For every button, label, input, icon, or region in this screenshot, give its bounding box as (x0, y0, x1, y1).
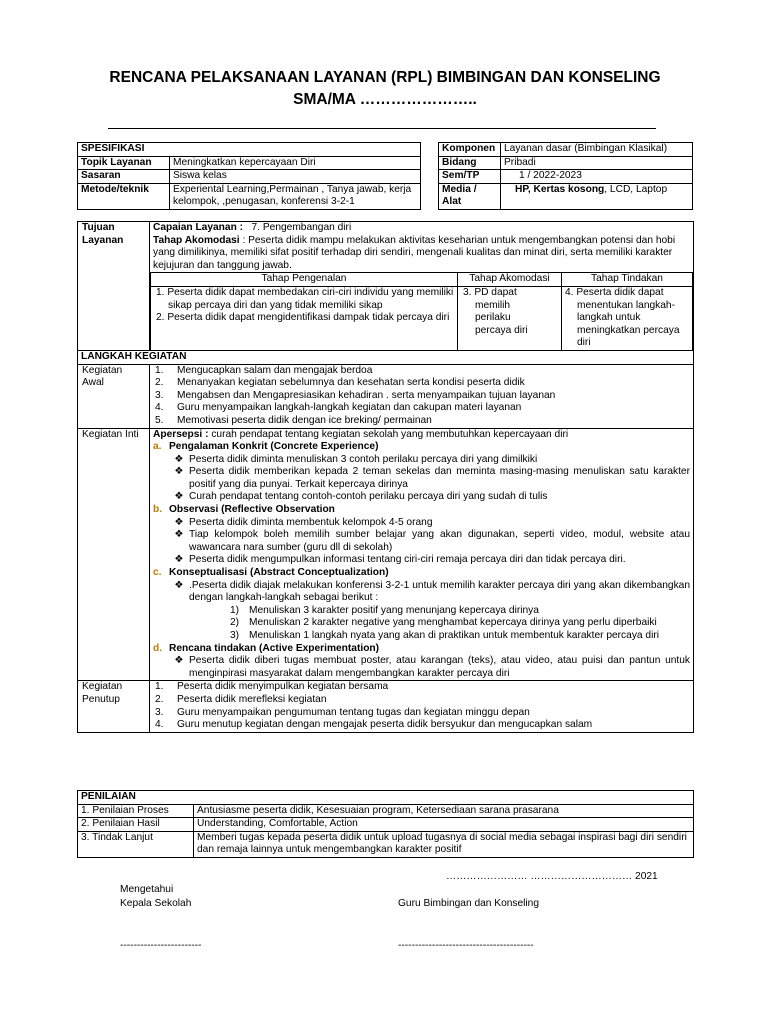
list-item: 3. Guru menyampaikan pengumuman tentang tugas dan kegiatan minggu depan (155, 706, 530, 718)
bullet-item: ❖ Peserta didik diminta membentuk kelompok 4-5 orang (153, 517, 690, 530)
penilaian-hasil-label: 2. Penilaian Hasil (78, 818, 194, 832)
semtp-value: 1 / 2022-2023 (501, 170, 693, 184)
diamond-bullet-icon: ❖ (174, 579, 184, 591)
topik-value: Meningkatkan kepercayaan Diri (170, 156, 421, 170)
penutup-label: Kegiatan Penutup (78, 681, 150, 732)
penilaian-proses-value: Antusiasme peserta didik, Kesesuaian program, Ketersediaan sarana prasarana (194, 804, 694, 818)
sasaran-value: Siswa kelas (170, 170, 421, 184)
capaian-label: Capaian Layanan : (153, 222, 244, 233)
guru-bk-text: Guru Bimbingan dan Konseling (398, 898, 540, 909)
tahap-akomodasi-cell (458, 286, 562, 349)
bidang-label: Bidang (439, 156, 501, 170)
bullet-item: ❖ Peserta didik diberi tugas membuat poster, atau karangan (teks), atau video, atau puisi dan pantun untuk menginpirasi masyarakat dalam mengembangkan karakter percaya diri (153, 655, 690, 680)
diamond-bullet-icon: ❖ (174, 529, 184, 541)
media-value (501, 183, 693, 209)
sub-item: 2) Menuliskan 2 karakter negative yang menghambat kepercaya dirinya yang perlu diperbaiki (229, 617, 657, 629)
apersepsi-label: Apersepsi : (153, 428, 209, 440)
media-label: Media / Alat (439, 183, 501, 209)
bullet-item: ❖ Peserta didik diminta menuliskan 3 contoh perilaku percaya diri yang dimilkiki (153, 454, 690, 467)
list-item: 1. Mengucapkan salam dan mengajak berdoa (155, 364, 373, 376)
inti-cell (150, 428, 694, 681)
metode-value: Experiental Learning,Permainan , Tanya jawab, kerja kelompok, ,penugasan, konferensi 3-2-1 (170, 183, 421, 209)
section-a: a. Pengalaman Konkrit (Concrete Experience) (153, 441, 379, 453)
document-title: RENCANA PELAKSANAAN LAYANAN (RPL) BIMBINGAN DAN KONSELING (109, 69, 661, 86)
kepala-sekolah-text: Kepala Sekolah (120, 898, 192, 909)
diamond-bullet-icon: ❖ (174, 453, 184, 465)
akomodasi-label: Tahap Akomodasi (153, 234, 240, 246)
tindakan-item: 4. Peserta didik dapat menentukan langkah-langkah untuk meningkatkan percaya diri (565, 286, 680, 349)
list-item: 5. Memotivasi peserta didik dengan ice breking/ permainan (155, 414, 432, 426)
tahap-tindakan-header: Tahap Tindakan (562, 273, 693, 287)
list-item: 3. Mengabsen dan Mengapresiasikan kehadiran . serta menyampaikan tujuan layanan (155, 389, 556, 401)
akomodasi-item: 3. PD dapat memilih perilaku percaya diri (463, 286, 528, 336)
penilaian-table (77, 790, 694, 858)
sasaran-label: Sasaran (78, 170, 170, 184)
akomodasi-text: : Peserta didik mampu melakukan aktivitas keseharian untuk mengembangkan potensi dan hobi yang dimilikinya, memiliki sifat positif terhadap diri sendiri, mengenali kualitas dan minat diri, serta memiliki karakter kejujuran dan tanggung jawab. (153, 234, 676, 271)
bullet-item: ❖ .Peserta didik diajak melakukan konferensi 3-2-1 untuk memilih karakter percaya diri yang akan dikembangkan dengan langkah-langkah sebagai berikut : (153, 580, 690, 605)
bullet-item: ❖ Curah pendapat tentang contoh-contoh perilaku percaya diri yang sudah di tulis (153, 491, 690, 504)
bullet-item: ❖ Peserta didik mengumpulkan informasi tentang ciri-ciri remaja percaya diri dan tidak percaya diri. (153, 554, 690, 567)
penilaian-proses-label: 1. Penilaian Proses (78, 804, 194, 818)
diamond-bullet-icon: ❖ (174, 466, 184, 478)
penutup-list (153, 681, 690, 731)
bullet-item: ❖ Tiap kelompok boleh memilih sumber belajar yang akan digunakan, seperti video, modul, website atau wawancara nara sumber (guru dll di sekolah) (153, 529, 690, 554)
sub-item: 1) Menuliskan 3 karakter positif yang menunjang kepercaya dirinya (229, 604, 539, 616)
sub-item: 3) Menuliskan 1 langkah nyata yang akan di praktikan untuk membentuk karakter percaya diri (229, 630, 659, 641)
penilaian-hasil-value: Understanding, Comfortable, Action (194, 818, 694, 832)
tahap-pengenalan-cell (151, 286, 458, 349)
diamond-bullet-icon: ❖ (174, 491, 184, 503)
signature-line-left: ------------------------ (120, 940, 202, 951)
komponen-label: Komponen (439, 143, 501, 157)
langkah-header: LANGKAH KEGIATAN (78, 350, 694, 364)
list-item: 2. Menanyakan kegiatan sebelumnya dan kesehatan serta kondisi peserta didik (155, 377, 525, 389)
awal-list (153, 365, 690, 428)
awal-label: Kegiatan Awal (78, 364, 150, 428)
komponen-value: Layanan dasar (Bimbingan Klasikal) (501, 143, 693, 157)
diamond-bullet-icon: ❖ (174, 516, 184, 528)
spesifikasi-table (77, 142, 421, 210)
pengenalan-item: 2. Peserta didik dapat mengidentifikasi dampak tidak percaya diri (156, 312, 450, 324)
metode-label: Metode/teknik (78, 183, 170, 209)
topik-label: Topik Layanan (78, 156, 170, 170)
section-d: d. Rencana tindakan (Active Experimentation) (153, 642, 380, 654)
tindak-lanjut-label: 3. Tindak Lanjut (78, 831, 194, 857)
bullet-item: ❖ Peserta didik memberikan kepada 2 teman sekelas dan meminta masing-masing menuliskan satu karakter positif yang dia punyai. Terkait kepercaya dirinya (153, 466, 690, 491)
list-item: 4. Guru menyampaikan langkah-langkah kegiatan dan cakupan materi layanan (155, 402, 522, 414)
semtp-label: Sem/TP (439, 170, 501, 184)
pengenalan-item: 1. Peserta didik dapat membedakan ciri-ciri individu yang memiliki sikap percaya diri dan yang tidak memiliki sikap (156, 286, 454, 311)
tujuan-label: Tujuan Layanan (78, 222, 150, 351)
date-line: …………………… ………………………… 2021 (446, 871, 658, 882)
tindak-lanjut-value: Memberi tugas kepada peserta didik untuk upload tugasnya di social media sebagai inspirasi bagi diri sendiri dan remaja lainnya untuk mengembangkan karakter positif (194, 831, 694, 857)
signature-line-right: ---------------------------------------- (398, 940, 534, 951)
awal-cell (150, 364, 694, 428)
media-value-rest: , LCD, Laptop (604, 183, 668, 195)
list-item: 4. Guru menutup kegiatan dengan mengajak peserta didik bersyukur dan mengucapkan salam (155, 719, 593, 731)
diamond-bullet-icon: ❖ (174, 655, 184, 667)
penutup-cell (150, 681, 694, 732)
apersepsi-text: curah pendapat tentang kegiatan sekolah yang membutuhkan kepercayaan diri (208, 428, 569, 440)
title-underline (108, 128, 656, 129)
mengetahui-text: Mengetahui (120, 884, 174, 895)
tahap-tindakan-cell (562, 286, 693, 349)
tahap-pengenalan-header: Tahap Pengenalan (151, 273, 458, 287)
capaian-value: 7. Pengembangan diri (251, 222, 352, 233)
main-plan-table (77, 221, 694, 733)
section-b: b. Observasi (Reflective Observation (153, 504, 335, 516)
bidang-value: Pribadi (501, 156, 693, 170)
komponen-table (438, 142, 693, 210)
list-item: 2. Peserta didik merefleksi kegiatan (155, 693, 327, 705)
penilaian-header: PENILAIAN (78, 791, 694, 805)
list-item: 1. Peserta didik menyimpulkan kegiatan bersama (155, 681, 389, 693)
inti-label: Kegiatan Inti (78, 428, 150, 681)
tujuan-cell (150, 222, 694, 351)
diamond-bullet-icon: ❖ (174, 554, 184, 566)
tahap-table (150, 272, 693, 350)
document-subtitle: SMA/MA ………………….. (293, 91, 477, 108)
tahap-akomodasi-header: Tahap Akomodasi (458, 273, 562, 287)
spesifikasi-header: SPESIFIKASI (78, 143, 421, 157)
media-value-bold: HP, Kertas kosong (515, 183, 605, 195)
section-c: c. Konseptualisasi (Abstract Conceptualization) (153, 567, 389, 579)
